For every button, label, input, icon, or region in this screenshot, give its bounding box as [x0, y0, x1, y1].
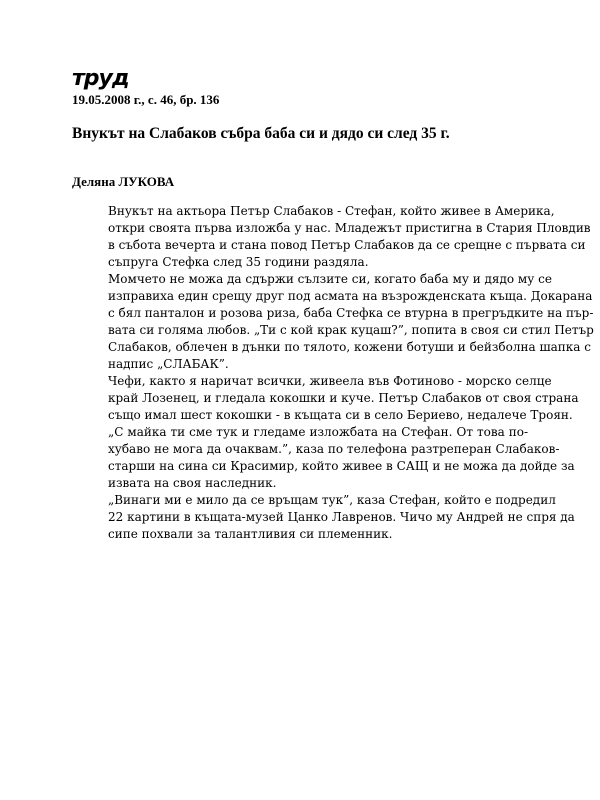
text-line: съпруга Стефка след 35 години раздяла. — [108, 255, 369, 269]
text-line: сипе похвали за талантливия си племенник. — [108, 527, 393, 541]
text-line: изправиха един срещу друг под асмата на възрожденската къща. Докарана — [108, 289, 593, 303]
text-line: също имал шест кокошки - в къщата си в село Бериево, недалече Троян. — [108, 408, 573, 422]
text-line: старши на сина си Красимир, който живее в САЩ и не можа да дойде за — [108, 459, 575, 473]
text-line: в събота вечерта и стана повод Петър Слабаков да се срещне с първата си — [108, 238, 586, 252]
text-line: „С майка ти сме тук и гледаме изложбата на Стефан. От това по- — [108, 425, 528, 439]
text-line: Внукът на актьора Петър Слабаков - Стефан, който живее в Америка, — [108, 204, 555, 218]
text-line: извата на своя наследник. — [108, 476, 277, 490]
article-paragraph — [72, 271, 594, 373]
article-headline: Внукът на Слабаков събра баба си и дядо си след 35 г. — [72, 125, 450, 142]
article-paragraph — [72, 424, 575, 492]
text-line: откри своята първа изложба у нас. Младежът пристигна в Стария Пловдив — [108, 221, 591, 235]
text-line: вата си голяма любов. „Ти с кой крак куцаш?”, попита в своя си стил Петър — [108, 323, 594, 337]
text-line: Момчето не можа да сдържи сълзите си, когато баба му и дядо му се — [108, 272, 552, 286]
text-line: надпис „СЛАБАК”. — [108, 357, 229, 371]
text-line: край Лозенец, и гледала кокошки и куче. Петър Слабаков от своя страна — [108, 391, 579, 405]
article-author: Деляна ЛУКОВА — [72, 174, 175, 189]
logo-lettering: труд — [72, 66, 129, 91]
article-paragraph — [72, 492, 575, 543]
article-body — [72, 203, 594, 543]
text-line: 22 картини в къщата-музей Цанко Лавренов. Чичо му Андрей не спря да — [108, 510, 575, 524]
newspaper-logo — [72, 66, 142, 90]
text-line: с бял панталон и розова риза, баба Стефка се втурна в прегръдките на пър- — [108, 306, 594, 320]
dateline: 19.05.2008 г., с. 46, бр. 136 — [72, 92, 220, 107]
article-paragraph — [72, 203, 591, 271]
text-line: Чефи, както я наричат всички, живеела във Фотиново - морско селце — [108, 374, 552, 388]
article-paragraph — [72, 373, 579, 424]
trud-logo-icon — [72, 66, 142, 90]
text-line: Слабаков, облечен в дънки по тялото, кожени ботуши и бейзболна шапка с — [108, 340, 591, 354]
text-line: „Винаги ми е мило да се връщам тук”, каза Стефан, който е подредил — [108, 493, 556, 507]
text-line: хубаво не мога да очаквам.”, каза по телефона разтреперан Слабаков- — [108, 442, 560, 456]
